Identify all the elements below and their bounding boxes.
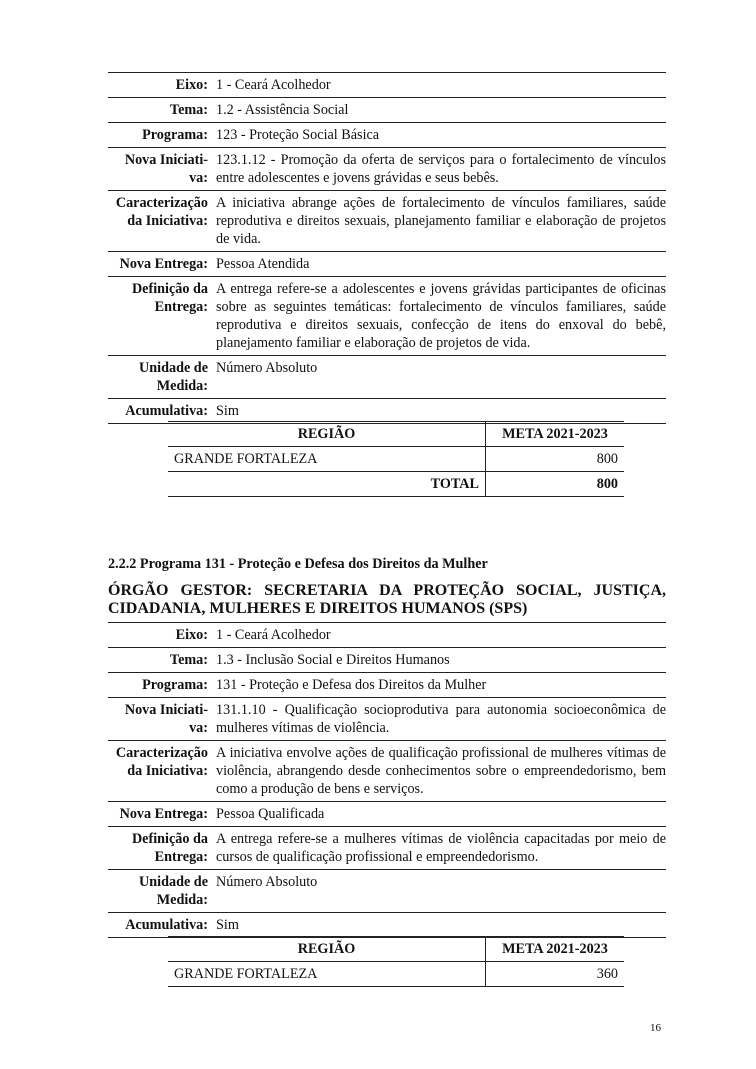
- record-row-acumulativa: [108, 913, 666, 938]
- row-value: Sim: [216, 403, 239, 419]
- column-header-meta: META 2021-2023: [486, 937, 625, 962]
- row-value: 131 - Proteção e Defesa dos Direitos da Mulher: [216, 677, 487, 693]
- total-label: TOTAL: [168, 472, 486, 497]
- record-row-caracterizacao: [108, 741, 666, 802]
- row-label: Programa:: [142, 127, 208, 143]
- column-header-meta: META 2021-2023: [486, 422, 625, 447]
- record-row-programa: [108, 123, 666, 148]
- page-number: 16: [650, 1022, 661, 1034]
- row-value: Número Absoluto: [216, 360, 318, 376]
- row-label: Nova Entrega:: [119, 256, 208, 272]
- table-header-row: [168, 937, 624, 962]
- row-label: Nova Entrega:: [119, 806, 208, 822]
- row-value: A iniciativa abrange ações de fortalecimento de vínculos familiares, saúde reprodutiva e direitos sexuais, planejamento familiar e elaboração de projetos de vida.: [216, 195, 666, 247]
- table-row: [168, 447, 624, 472]
- record-row-definicao: [108, 277, 666, 356]
- record-row-nova-entrega: [108, 252, 666, 277]
- row-label: Nova Iniciati- va:: [124, 702, 208, 736]
- table-header-row: [168, 422, 624, 447]
- initiative-record-1: [108, 72, 666, 424]
- record-row-eixo: [108, 73, 666, 98]
- row-value: A entrega refere-se a adolescentes e jovens grávidas participantes de oficinas sobre as seguintes temáticas: fortalecimento de vínculos familiares, saúde reprodutiva e direitos sexuais, confecção de itens do enxoval do bebê, planejamento familiar e elaboração de projetos de vida.: [216, 281, 666, 351]
- record-row-nova-iniciativa: [108, 698, 666, 741]
- row-label: Programa:: [142, 677, 208, 693]
- row-label: Nova Iniciati- va:: [124, 152, 208, 186]
- region-meta-table-2: [168, 936, 624, 987]
- column-header-regiao: REGIÃO: [168, 422, 486, 447]
- table-row: [168, 962, 624, 987]
- row-label: Eixo:: [175, 627, 208, 643]
- record-row-tema: [108, 648, 666, 673]
- region-meta-table-1: [168, 421, 624, 497]
- row-value: Pessoa Atendida: [216, 256, 310, 272]
- row-value: Pessoa Qualificada: [216, 806, 325, 822]
- row-value: 1 - Ceará Acolhedor: [216, 77, 331, 93]
- table-total-row: [168, 472, 624, 497]
- managing-organ-heading: ÓRGÃO GESTOR: SECRETARIA DA PROTEÇÃO SOCIAL, JUSTIÇA, CIDADANIA, MULHERES E DIREITOS HUMANOS (SPS): [108, 582, 666, 617]
- meta-cell: 360: [486, 962, 625, 987]
- row-label: Definição da Entrega:: [131, 831, 208, 865]
- initiative-record-2: [108, 622, 666, 938]
- row-label: Caracterização da Iniciativa:: [115, 745, 208, 779]
- meta-cell: 800: [486, 447, 625, 472]
- row-label: Acumulativa:: [125, 917, 208, 933]
- row-value: 1 - Ceará Acolhedor: [216, 627, 331, 643]
- row-label: Unidade de Medida:: [139, 874, 208, 908]
- column-header-regiao: REGIÃO: [168, 937, 486, 962]
- section-title: 2.2.2 Programa 131 - Proteção e Defesa dos Direitos da Mulher: [108, 556, 488, 572]
- record-row-caracterizacao: [108, 191, 666, 252]
- record-row-programa: [108, 673, 666, 698]
- record-row-definicao: [108, 827, 666, 870]
- row-label: Tema:: [169, 652, 208, 668]
- row-value: Sim: [216, 917, 239, 933]
- record-row-nova-entrega: [108, 802, 666, 827]
- row-value: A iniciativa envolve ações de qualificação profissional de mulheres vítimas de violência, abrangendo desde conhecimentos sobre o empreendedorismo, bem como a produção de bens e serviços.: [216, 745, 666, 797]
- row-value: 1.3 - Inclusão Social e Direitos Humanos: [216, 652, 450, 668]
- row-label: Eixo:: [175, 77, 208, 93]
- record-row-unidade: [108, 356, 666, 399]
- row-value: A entrega refere-se a mulheres vítimas de violência capacitadas por meio de cursos de qualificação profissional e empreendedorismo.: [216, 831, 666, 865]
- row-label: Caracterização da Iniciativa:: [115, 195, 208, 229]
- row-value: Número Absoluto: [216, 874, 318, 890]
- row-label: Unidade de Medida:: [139, 360, 208, 394]
- row-label: Definição da Entrega:: [131, 281, 208, 315]
- row-value: 123 - Proteção Social Básica: [216, 127, 380, 143]
- row-value: 1.2 - Assistência Social: [216, 102, 349, 118]
- region-cell: GRANDE FORTALEZA: [168, 447, 486, 472]
- row-label: Acumulativa:: [125, 403, 208, 419]
- total-value: 800: [486, 472, 625, 497]
- record-row-tema: [108, 98, 666, 123]
- row-value: 123.1.12 - Promoção da oferta de serviços para o fortalecimento de vínculos entre adolescentes e jovens grávidas e seus bebês.: [216, 152, 666, 186]
- row-label: Tema:: [169, 102, 208, 118]
- region-cell: GRANDE FORTALEZA: [168, 962, 486, 987]
- row-value: 131.1.10 - Qualificação socioprodutiva para autonomia socioeconômica de mulheres vítimas de violência.: [216, 702, 666, 736]
- record-row-nova-iniciativa: [108, 148, 666, 191]
- record-row-eixo: [108, 623, 666, 648]
- record-row-unidade: [108, 870, 666, 913]
